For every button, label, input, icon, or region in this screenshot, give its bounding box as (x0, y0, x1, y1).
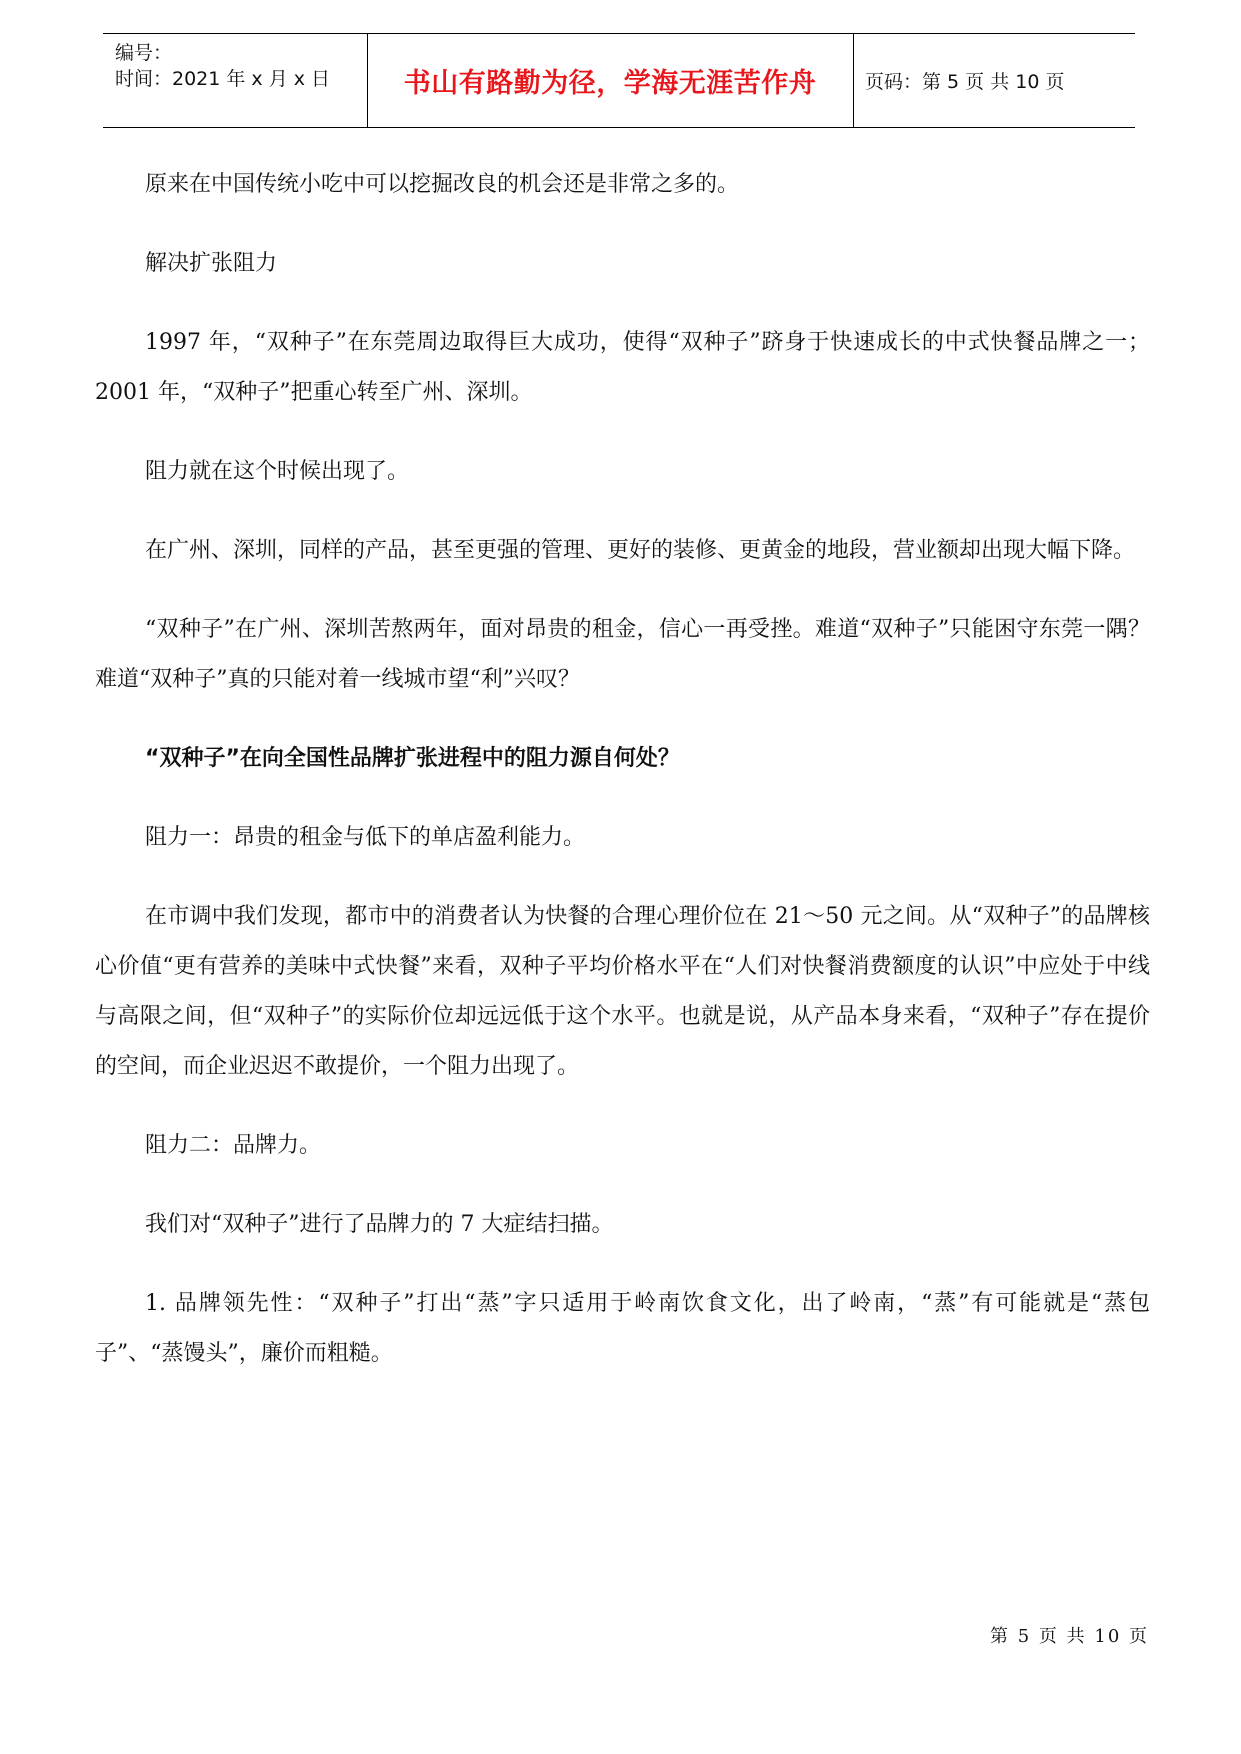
paragraph: “双种子”在广州、深圳苦熬两年，面对昂贵的租金，信心一再受挫。难道“双种子”只能困守东莞一隅？难道“双种子”真的只能对着一线城市望“利”兴叹？ (95, 617, 1150, 692)
page-footer: 第 5 页 共 10 页 (990, 1626, 1149, 1647)
document-time: 时间：2021 年 x 月 x 日 (115, 68, 331, 90)
document-body (95, 160, 1150, 1408)
section-heading: 解决扩张阻力 (145, 251, 278, 276)
paragraph: 阻力一：昂贵的租金与低下的单店盈利能力。 (145, 825, 586, 850)
paragraph: 在市调中我们发现，都市中的消费者认为快餐的合理心理价位在 21～50 元之间。从“双种子”的品牌核心价值“更有营养的美味中式快餐”来看，双种子平均价格水平在“人们对快餐消费额度的认识”中应处于中线与高限之间，但“双种子”的实际价位却远远低于这个水平。也就是说，从产品本身来看，“双种子”存在提价的空间，而企业迟迟不敢提价，一个阻力出现了。 (95, 904, 1150, 1079)
paragraph: 1997 年，“双种子”在东莞周边取得巨大成功，使得“双种子”跻身于快速成长的中式快餐品牌之一；2001 年，“双种子”把重心转至广州、深圳。 (95, 330, 1150, 405)
document-number-label: 编号： (115, 42, 173, 64)
paragraph: 在广州、深圳，同样的产品，甚至更强的管理、更好的装修、更黄金的地段，营业额却出现大幅下降。 (145, 538, 1136, 563)
paragraph: 阻力就在这个时候出现了。 (145, 459, 410, 484)
paragraph: 阻力二：品牌力。 (145, 1133, 322, 1158)
paragraph: 原来在中国传统小吃中可以挖掘改良的机会还是非常之多的。 (145, 172, 740, 197)
header-motto: 书山有路勤为径，学海无涯苦作舟 (403, 68, 817, 99)
page-header (103, 33, 1135, 128)
header-divider (853, 34, 854, 127)
header-page-info: 页码：第 5 页 共 10 页 (865, 71, 1065, 93)
bold-question-heading: “双种子”在向全国性品牌扩张进程中的阻力源自何处？ (145, 746, 680, 771)
paragraph: 1. 品牌领先性：“双种子”打出“蒸”字只适用于岭南饮食文化，出了岭南，“蒸”有可能就是“蒸包子”、“蒸馒头”，廉价而粗糙。 (95, 1291, 1150, 1366)
paragraph: 我们对“双种子”进行了品牌力的 7 大症结扫描。 (145, 1212, 614, 1237)
header-meta (103, 34, 365, 127)
